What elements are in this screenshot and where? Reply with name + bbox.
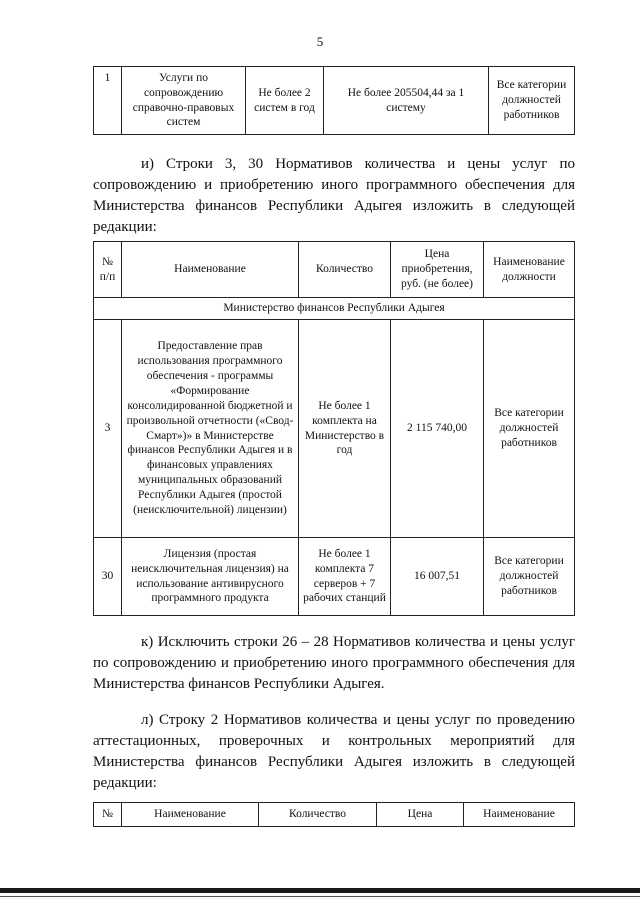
paragraph-line: по сопровождению и приобретению иного программного обеспечения для: [93, 655, 575, 671]
table-header-row: [94, 803, 575, 827]
paragraph-line: и) Строки 3, 30 Нормативов количества и цены услуг по: [141, 156, 575, 172]
header-number: №: [94, 803, 122, 827]
table-header-row: [94, 242, 575, 298]
row-number: 30: [94, 538, 122, 616]
paragraph-line: Министерства финансов Республики Адыгея.: [93, 676, 385, 692]
row-name: Услуги по сопровождению справочно-правовых систем: [122, 67, 246, 135]
header-price: Цена: [377, 803, 464, 827]
header-price: Цена приобретения, руб. (не более): [391, 242, 484, 298]
paragraph-line: редакции:: [93, 219, 157, 235]
table-row: [94, 538, 575, 616]
row-name: Предоставление прав использования программного обеспечения - программы «Формирование консолидированной бюджетной и произвольной отчетности («Свод-Смарт»)» в Министерстве финансов Республики Адыгея и в финансовых управлениях муниципальных образований Республики Адыгея (простой (неисключительной) лицензии): [122, 320, 299, 538]
row-number: 3: [94, 320, 122, 538]
row-quantity: Не более 2 систем в год: [246, 67, 324, 135]
row-price: 16 007,51: [391, 538, 484, 616]
header-number: № п/п: [94, 242, 122, 298]
section-row: [94, 298, 575, 320]
audit-norms-table: [93, 802, 575, 827]
row-position: Все категории должностей работников: [484, 320, 575, 538]
paragraph-k: [93, 632, 575, 695]
paragraph-line: сопровождению и приобретению иного программного обеспечения для: [93, 177, 575, 193]
header-quantity: Количество: [259, 803, 377, 827]
row-number: 1: [94, 67, 122, 135]
header-position: Наименование: [464, 803, 575, 827]
row-name: Лицензия (простая неисключительная лицензия) на использование антивирусного программного продукта: [122, 538, 299, 616]
scan-edge-line: [0, 896, 640, 897]
page-number: 5: [316, 34, 324, 49]
row-position: Все категории должностей работников: [489, 67, 575, 135]
header-position: Наименование должности: [484, 242, 575, 298]
scan-edge-bar: [0, 888, 640, 893]
paragraph-line: Министерства финансов Республики Адыгея изложить в следующей: [93, 198, 575, 214]
table-row: [94, 320, 575, 538]
row-price: Не более 205504,44 за 1 систему: [324, 67, 489, 135]
row-quantity: Не более 1 комплекта на Министерство в год: [299, 320, 391, 538]
paragraph-i: [93, 154, 575, 238]
header-quantity: Количество: [299, 242, 391, 298]
paragraph-line: Министерства финансов Республики Адыгея изложить в следующей: [93, 754, 575, 770]
table-row: [94, 67, 575, 135]
row-position: Все категории должностей работников: [484, 538, 575, 616]
paragraph-line: аттестационных, проверочных и контрольных мероприятий для: [93, 733, 575, 749]
paragraph-line: редакции:: [93, 775, 157, 791]
table-continued: [93, 66, 575, 135]
row-quantity: Не более 1 комплекта 7 серверов + 7 рабочих станций: [299, 538, 391, 616]
section-title: Министерство финансов Республики Адыгея: [94, 298, 575, 320]
paragraph-line: к) Исключить строки 26 – 28 Нормативов количества и цены услуг: [141, 634, 575, 650]
header-name: Наименование: [122, 803, 259, 827]
paragraph-line: л) Строку 2 Нормативов количества и цены услуг по проведению: [141, 712, 575, 728]
norms-table: [93, 241, 575, 616]
row-price: 2 115 740,00: [391, 320, 484, 538]
header-name: Наименование: [122, 242, 299, 298]
paragraph-l: [93, 710, 575, 794]
